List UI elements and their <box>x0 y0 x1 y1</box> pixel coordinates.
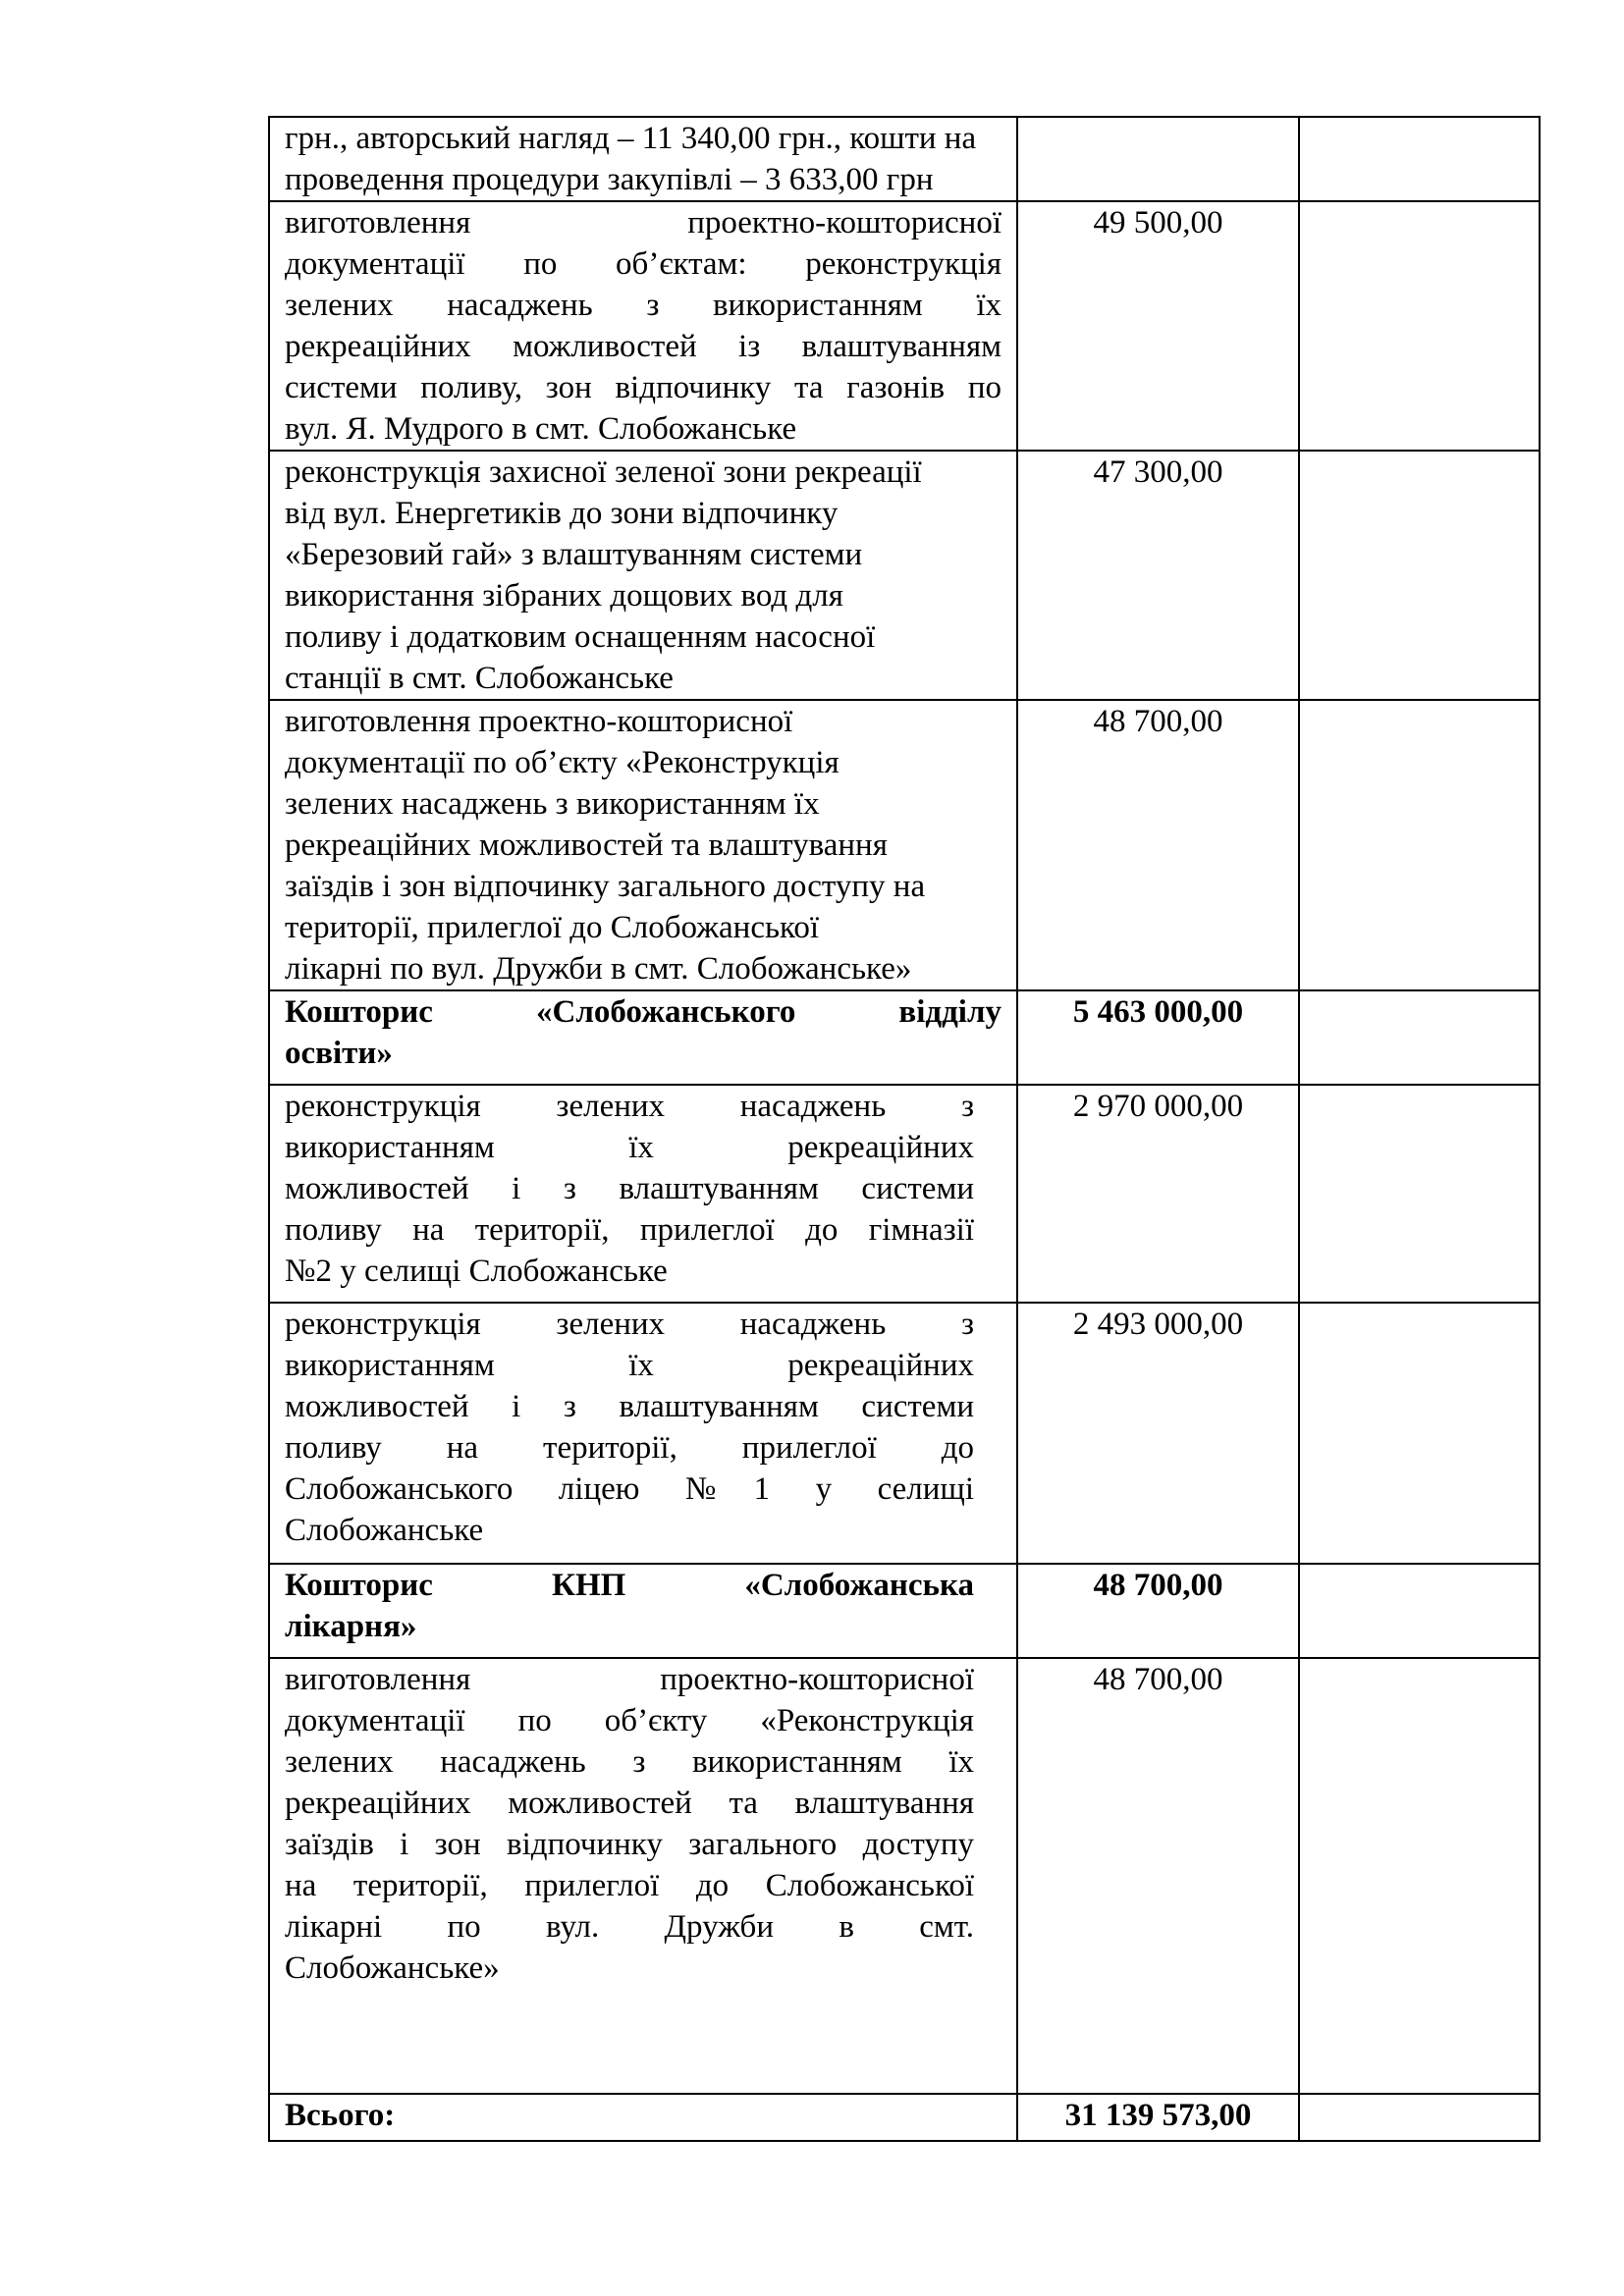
description-line: зелених насаджень з використанням їх <box>285 786 820 822</box>
description-line: станції в смт. Слобожанське <box>285 661 674 696</box>
empty-cell <box>1299 451 1540 700</box>
empty-cell <box>1299 1658 1540 2094</box>
description-line: виготовлення проектно-кошторисної <box>285 1662 974 1697</box>
empty-cell <box>1299 990 1540 1085</box>
description-line: використання зібраних дощових вод для <box>285 578 843 614</box>
description-line: вул. Я. Мудрого в смт. Слобожанське <box>285 411 797 447</box>
description-line: використанням їх рекреаційних <box>285 1130 974 1165</box>
empty-cell <box>1299 117 1540 201</box>
empty-cell <box>1299 700 1540 990</box>
empty-cell <box>1299 1085 1540 1303</box>
section-title <box>269 990 1017 1085</box>
description-line: документації по об’єктам: реконструкція <box>285 246 1001 282</box>
description-line: освіти» <box>285 1036 393 1071</box>
item-description <box>269 117 1017 201</box>
table-row <box>269 451 1540 700</box>
description-line: зелених насаджень з використанням їх <box>285 288 1001 323</box>
table-row <box>269 1658 1540 2094</box>
description-line: проведення процедури закупівлі – 3 633,00 грн <box>285 162 934 197</box>
description-line: рекреаційних можливостей із влаштуванням <box>285 329 1001 364</box>
total-row <box>269 2094 1540 2141</box>
table-row <box>269 1085 1540 1303</box>
description-line: на території, прилеглої до Слобожанської <box>285 1868 974 1903</box>
description-line: Слобожанське <box>285 1513 484 1548</box>
item-sum: 47 300,00 <box>1017 451 1299 700</box>
item-description <box>269 700 1017 990</box>
item-sum: 48 700,00 <box>1017 700 1299 990</box>
table-row <box>269 201 1540 451</box>
item-description <box>269 451 1017 700</box>
description-line: Слобожанського ліцею №1 у селищі <box>285 1471 974 1507</box>
empty-cell <box>1299 201 1540 451</box>
description-line: поливу і додатковим оснащенням насосної <box>285 619 876 655</box>
item-sum: 2 493 000,00 <box>1017 1303 1299 1564</box>
description-line: Кошторис «Слобожанського відділу <box>285 994 1001 1030</box>
budget-table-body <box>269 117 1540 2141</box>
item-sum: 48 700,00 <box>1017 1658 1299 2094</box>
description-line: рекреаційних можливостей та влаштування <box>285 828 888 863</box>
description-line: рекреаційних можливостей та влаштування <box>285 1786 974 1821</box>
description-line: зелених насаджень з використанням їх <box>285 1744 974 1780</box>
table-row <box>269 700 1540 990</box>
budget-table <box>268 116 1541 2142</box>
section-row <box>269 990 1540 1085</box>
table-row <box>269 1303 1540 1564</box>
item-sum: 2 970 000,00 <box>1017 1085 1299 1303</box>
description-line: виготовлення проектно-кошторисної <box>285 205 1001 240</box>
total-label: Всього: <box>269 2094 1017 2141</box>
item-sum: 49 500,00 <box>1017 201 1299 451</box>
description-line: лікарні по вул. Дружби в смт. <box>285 1909 974 1945</box>
description-line: виготовлення проектно-кошторисної <box>285 704 793 739</box>
section-sum: 5 463 000,00 <box>1017 990 1299 1085</box>
item-description <box>269 201 1017 451</box>
item-description <box>269 1303 1017 1564</box>
description-line: лікарня» <box>285 1609 417 1644</box>
empty-cell <box>1299 1303 1540 1564</box>
section-sum: 48 700,00 <box>1017 1564 1299 1658</box>
item-sum <box>1017 117 1299 201</box>
description-line: від вул. Енергетиків до зони відпочинку <box>285 496 839 531</box>
table-row <box>269 117 1540 201</box>
description-line: поливу на території, прилеглої до <box>285 1430 974 1466</box>
description-line: поливу на території, прилеглої до гімназії <box>285 1212 974 1248</box>
description-line: документації по об’єкту «Реконструкція <box>285 1703 974 1738</box>
description-line: реконструкція зелених насаджень з <box>285 1089 974 1124</box>
description-line: реконструкція зелених насаджень з <box>285 1307 974 1342</box>
description-line: документації по об’єкту «Реконструкція <box>285 745 839 780</box>
description-line: системи поливу, зон відпочинку та газонів по <box>285 370 1001 405</box>
description-line: території, прилеглої до Слобожанської <box>285 910 820 945</box>
description-line: грн., авторський нагляд – 11 340,00 грн., кошти на <box>285 121 977 156</box>
description-line: заїздів і зон відпочинку загального доступу <box>285 1827 974 1862</box>
description-line: можливостей і з влаштуванням системи <box>285 1389 974 1424</box>
description-line: реконструкція захисної зеленої зони рекреації <box>285 454 922 490</box>
description-line: Слобожанське» <box>285 1950 500 1986</box>
section-title <box>269 1564 1017 1658</box>
section-row <box>269 1564 1540 1658</box>
item-description <box>269 1658 1017 2094</box>
empty-cell <box>1299 2094 1540 2141</box>
description-line: заїздів і зон відпочинку загального доступу на <box>285 869 926 904</box>
item-description <box>269 1085 1017 1303</box>
description-line: «Березовий гай» з влаштуванням системи <box>285 537 863 572</box>
description-line: №2 у селищі Слобожанське <box>285 1254 668 1289</box>
description-line: можливостей і з влаштуванням системи <box>285 1171 974 1206</box>
description-line: Кошторис КНП «Слобожанська <box>285 1568 974 1603</box>
total-sum: 31 139 573,00 <box>1017 2094 1299 2141</box>
description-line: лікарні по вул. Дружби в смт. Слобожанське» <box>285 951 912 987</box>
empty-cell <box>1299 1564 1540 1658</box>
description-line: використанням їх рекреаційних <box>285 1348 974 1383</box>
